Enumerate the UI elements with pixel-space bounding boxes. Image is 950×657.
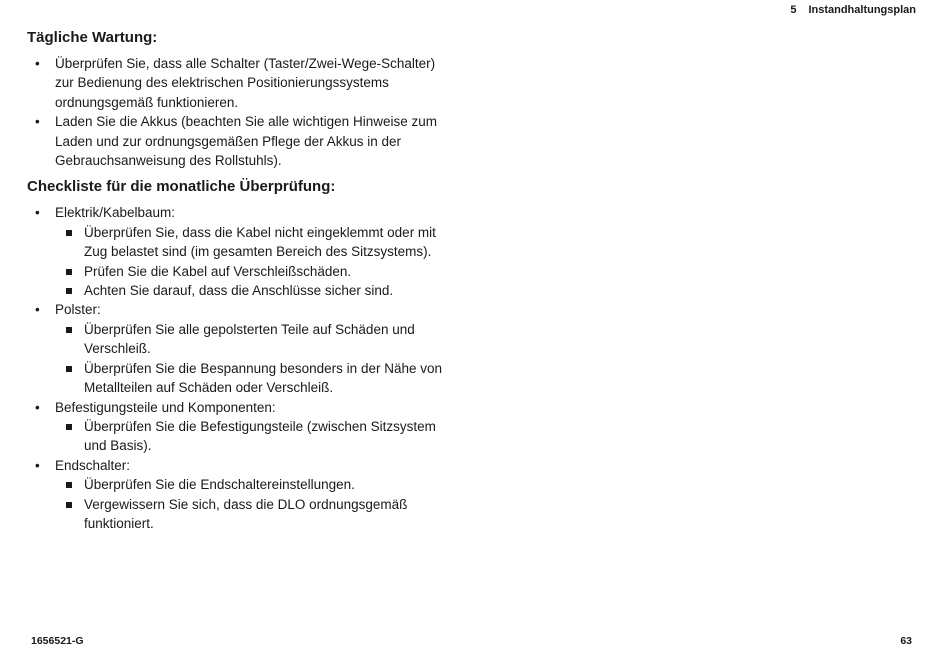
group-label: Elektrik/Kabelbaum: <box>55 205 176 221</box>
group-label: Endschalter: <box>55 457 131 473</box>
chapter-number: 5 <box>790 4 797 16</box>
square-bullet-icon <box>66 502 72 508</box>
daily-maintenance-list <box>27 54 457 170</box>
bullet-icon: • <box>35 114 40 130</box>
daily-item-switches <box>27 54 457 112</box>
sub-item <box>55 320 457 359</box>
page-content <box>27 28 457 533</box>
sub-item-text: Überprüfen Sie alle gepolsterten Teile auf Schäden und Verschleiß. <box>84 321 415 357</box>
monthly-checklist-heading: Checkliste für die monatliche Überprüfung: <box>27 178 336 196</box>
square-bullet-icon <box>66 482 72 488</box>
square-bullet-icon <box>66 269 72 275</box>
bullet-icon: • <box>35 399 40 415</box>
sub-item-text: Prüfen Sie die Kabel auf Verschleißschäden. <box>84 263 352 279</box>
sub-list <box>55 223 457 301</box>
sub-item-text: Überprüfen Sie die Endschaltereinstellungen. <box>84 477 355 493</box>
bullet-icon: • <box>35 302 40 318</box>
sub-item <box>55 281 457 300</box>
bullet-icon: • <box>35 457 40 473</box>
square-bullet-icon <box>66 230 72 236</box>
monthly-checklist <box>27 203 457 533</box>
running-header <box>790 4 916 16</box>
sub-item-text: Überprüfen Sie die Bespannung besonders in der Nähe von Metallteilen auf Schäden oder Verschleiß. <box>84 360 442 396</box>
daily-maintenance-heading: Tägliche Wartung: <box>27 29 158 46</box>
sub-list <box>55 320 457 398</box>
chapter-title: Instandhaltungsplan <box>808 4 916 16</box>
monthly-group-upholstery <box>27 300 457 397</box>
page-number: 63 <box>900 635 912 647</box>
monthly-group-limit-switches <box>27 456 457 534</box>
monthly-group-fasteners <box>27 398 457 456</box>
sub-item-text: Überprüfen Sie die Befestigungsteile (zwischen Sitzsystem und Basis). <box>84 418 436 454</box>
group-label: Befestigungsteile und Komponenten: <box>55 399 276 415</box>
sub-item-text: Achten Sie darauf, dass die Anschlüsse sicher sind. <box>84 283 394 299</box>
square-bullet-icon <box>66 327 72 333</box>
square-bullet-icon <box>66 424 72 430</box>
monthly-group-electrical <box>27 203 457 300</box>
sub-item-text: Überprüfen Sie, dass die Kabel nicht eingeklemmt oder mit Zug belastet sind (im gesamten Bereich des Sitzsystems). <box>84 224 436 260</box>
sub-item <box>55 417 457 456</box>
sub-item <box>55 495 457 534</box>
daily-item-text: Laden Sie die Akkus (beachten Sie alle wichtigen Hinweise zum Laden und zur ordnungsgemäßen Pflege der Akkus in der Gebrauchsanweisung des Rollstuhls). <box>55 114 437 169</box>
daily-item-batteries <box>27 112 457 170</box>
square-bullet-icon <box>66 366 72 372</box>
daily-item-text: Überprüfen Sie, dass alle Schalter (Taster/Zwei-Wege-Schalter) zur Bedienung des elektrischen Positionierungssystems ordnungsgemäß funktionieren. <box>55 56 436 110</box>
sub-list <box>55 475 457 533</box>
bullet-icon: • <box>35 56 40 71</box>
sub-item <box>55 475 457 494</box>
sub-list <box>55 417 457 456</box>
square-bullet-icon <box>66 288 72 294</box>
group-label: Polster: <box>55 302 101 318</box>
bullet-icon: • <box>35 205 40 221</box>
sub-item <box>55 359 457 398</box>
document-number: 1656521-G <box>31 635 84 647</box>
sub-item <box>55 223 457 262</box>
sub-item <box>55 262 457 281</box>
sub-item-text: Vergewissern Sie sich, dass die DLO ordnungsgemäß funktioniert. <box>84 496 408 531</box>
